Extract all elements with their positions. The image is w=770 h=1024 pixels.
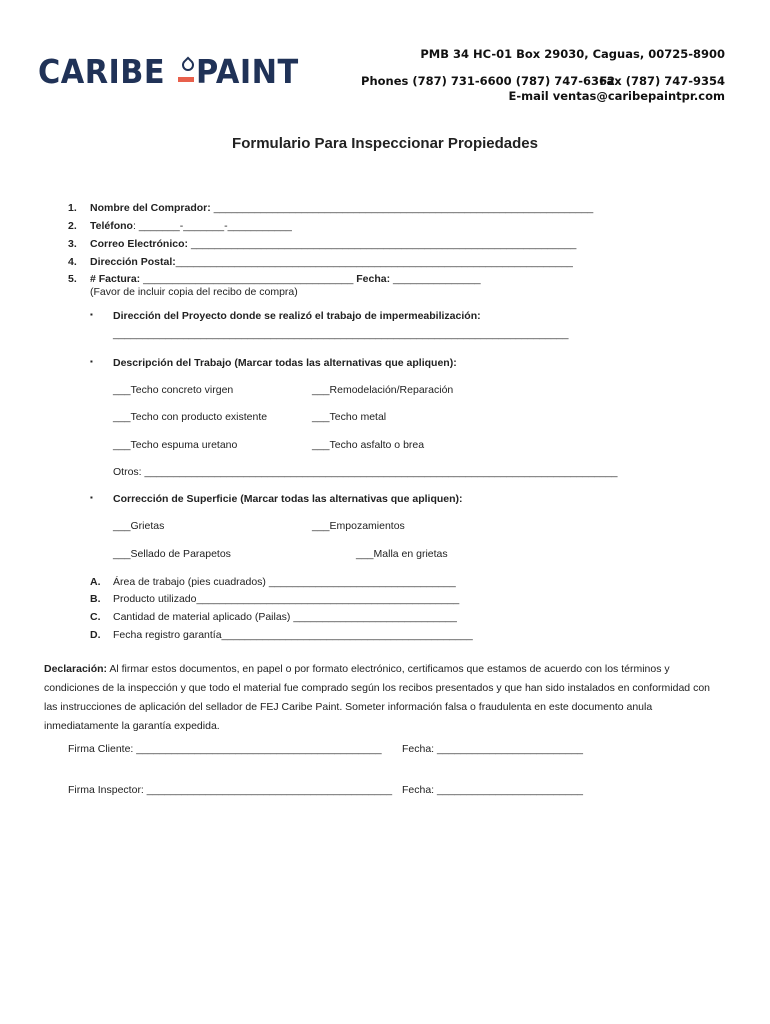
postal-address-field[interactable]: [90, 256, 573, 268]
logo-brand-right: PAINT: [196, 52, 299, 91]
option-remodel[interactable]: ___Remodelación/Reparación: [312, 384, 454, 396]
warranty-date-field[interactable]: Fecha registro garantía___________________________________________: [113, 629, 473, 641]
project-address-blank[interactable]: ______________________________________________________________________________: [113, 328, 569, 340]
declaration-text: Al firmar estos documentos, en papel o por formato electrónico, certificamos que estamos de acuerdo con los términos y condiciones de la inspección y que todo el material fue comprado según los recibos presentados y que han sido instalados en conformidad con las instrucciones de aplicación del sellador de FEJ Caribe Paint. Someter información falsa o fraudulenta en este documento anula inmediatamente la garantía expedida.: [44, 663, 710, 732]
company-fax: Fax (787) 747-9354: [599, 74, 725, 88]
email-label: Correo Electrónico:: [90, 238, 189, 250]
option-asphalt-roof[interactable]: ___Techo asfalto o brea: [312, 439, 425, 451]
inspector-signature-field[interactable]: Firma Inspector: __________________________________________: [68, 784, 393, 796]
item-letter-b: B.: [90, 593, 101, 605]
work-description-label: Descripción del Trabajo (Marcar todas las alternativas que apliquen):: [113, 357, 457, 369]
buyer-name-label: Nombre del Comprador:: [90, 202, 211, 214]
invoice-note: (Favor de incluir copia del recibo de compra): [90, 286, 298, 298]
declaration-paragraph: [44, 660, 724, 736]
item-number-2: 2.: [68, 220, 77, 232]
item-number-1: 1.: [68, 202, 77, 214]
work-area-field[interactable]: Área de trabajo (pies cuadrados) ________________________________: [113, 576, 456, 588]
option-crack-mesh[interactable]: ___Malla en grietas: [356, 548, 448, 560]
option-ponding[interactable]: ___Empozamientos: [312, 520, 405, 532]
logo-brand-left: CARIBE: [38, 52, 166, 91]
invoice-blank: ____________________________________: [143, 273, 354, 285]
client-signature-date-field[interactable]: Fecha: _________________________: [402, 743, 584, 755]
option-existing-product-roof[interactable]: ___Techo con producto existente: [113, 411, 268, 423]
phone-field[interactable]: [90, 220, 292, 232]
item-number-4: 4.: [68, 256, 77, 268]
option-parapet-sealing[interactable]: ___Sellado de Parapetos: [113, 548, 231, 560]
item-number-3: 3.: [68, 238, 77, 250]
bullet-icon: ▪: [90, 357, 93, 366]
email-blank: __________________________________________________________________: [190, 238, 577, 250]
company-phones: Phones (787) 731-6600 (787) 747-6362: [361, 74, 615, 88]
project-address-label: Dirección del Proyecto donde se realizó el trabajo de impermeabilización:: [113, 310, 481, 322]
item-letter-c: C.: [90, 611, 101, 623]
client-signature-field[interactable]: Firma Cliente: __________________________________________: [68, 743, 382, 755]
item-letter-d: D.: [90, 629, 101, 641]
item-letter-a: A.: [90, 576, 101, 588]
phone-blank: : _______-_______-___________: [132, 220, 292, 232]
option-metal-roof[interactable]: ___Techo metal: [312, 411, 387, 423]
material-quantity-field[interactable]: Cantidad de material aplicado (Pailas) ____________________________: [113, 611, 457, 623]
postal-address-blank: ____________________________________________________________________: [175, 256, 573, 268]
bullet-icon: ▪: [90, 493, 93, 502]
company-email: E-mail ventas@caribepaintpr.com: [508, 89, 725, 103]
company-address: PMB 34 HC-01 Box 29030, Caguas, 00725-8900: [420, 47, 725, 61]
buyer-name-blank: _________________________________________________________________: [213, 202, 594, 214]
bullet-icon: ▪: [90, 310, 93, 319]
declaration-label: Declaración:: [44, 663, 108, 675]
form-title: Formulario Para Inspeccionar Propiedades: [232, 135, 538, 152]
buyer-name-field[interactable]: [90, 202, 593, 214]
inspector-signature-date-field[interactable]: Fecha: _________________________: [402, 784, 584, 796]
option-urethane-foam-roof[interactable]: ___Techo espuma uretano: [113, 439, 238, 451]
surface-correction-label: Corrección de Superficie (Marcar todas las alternativas que apliquen):: [113, 493, 463, 505]
postal-address-label: Dirección Postal:: [90, 256, 176, 268]
paint-drop-icon: [177, 55, 195, 89]
invoice-field[interactable]: [90, 273, 481, 285]
email-field[interactable]: [90, 238, 576, 250]
caribe-paint-logo: [38, 52, 308, 91]
invoice-date-label: Fecha:: [356, 273, 391, 285]
phone-label: Teléfono: [90, 220, 133, 232]
option-concrete-roof[interactable]: ___Techo concreto virgen: [113, 384, 234, 396]
other-work-field[interactable]: Otros: _________________________________________________________________________________: [113, 466, 618, 478]
invoice-label: # Factura:: [90, 273, 141, 285]
option-cracks[interactable]: ___Grietas: [113, 520, 165, 532]
item-number-5: 5.: [68, 273, 77, 285]
product-used-field[interactable]: Producto utilizado_____________________________________________: [113, 593, 460, 605]
invoice-date-blank: _______________: [393, 273, 481, 285]
